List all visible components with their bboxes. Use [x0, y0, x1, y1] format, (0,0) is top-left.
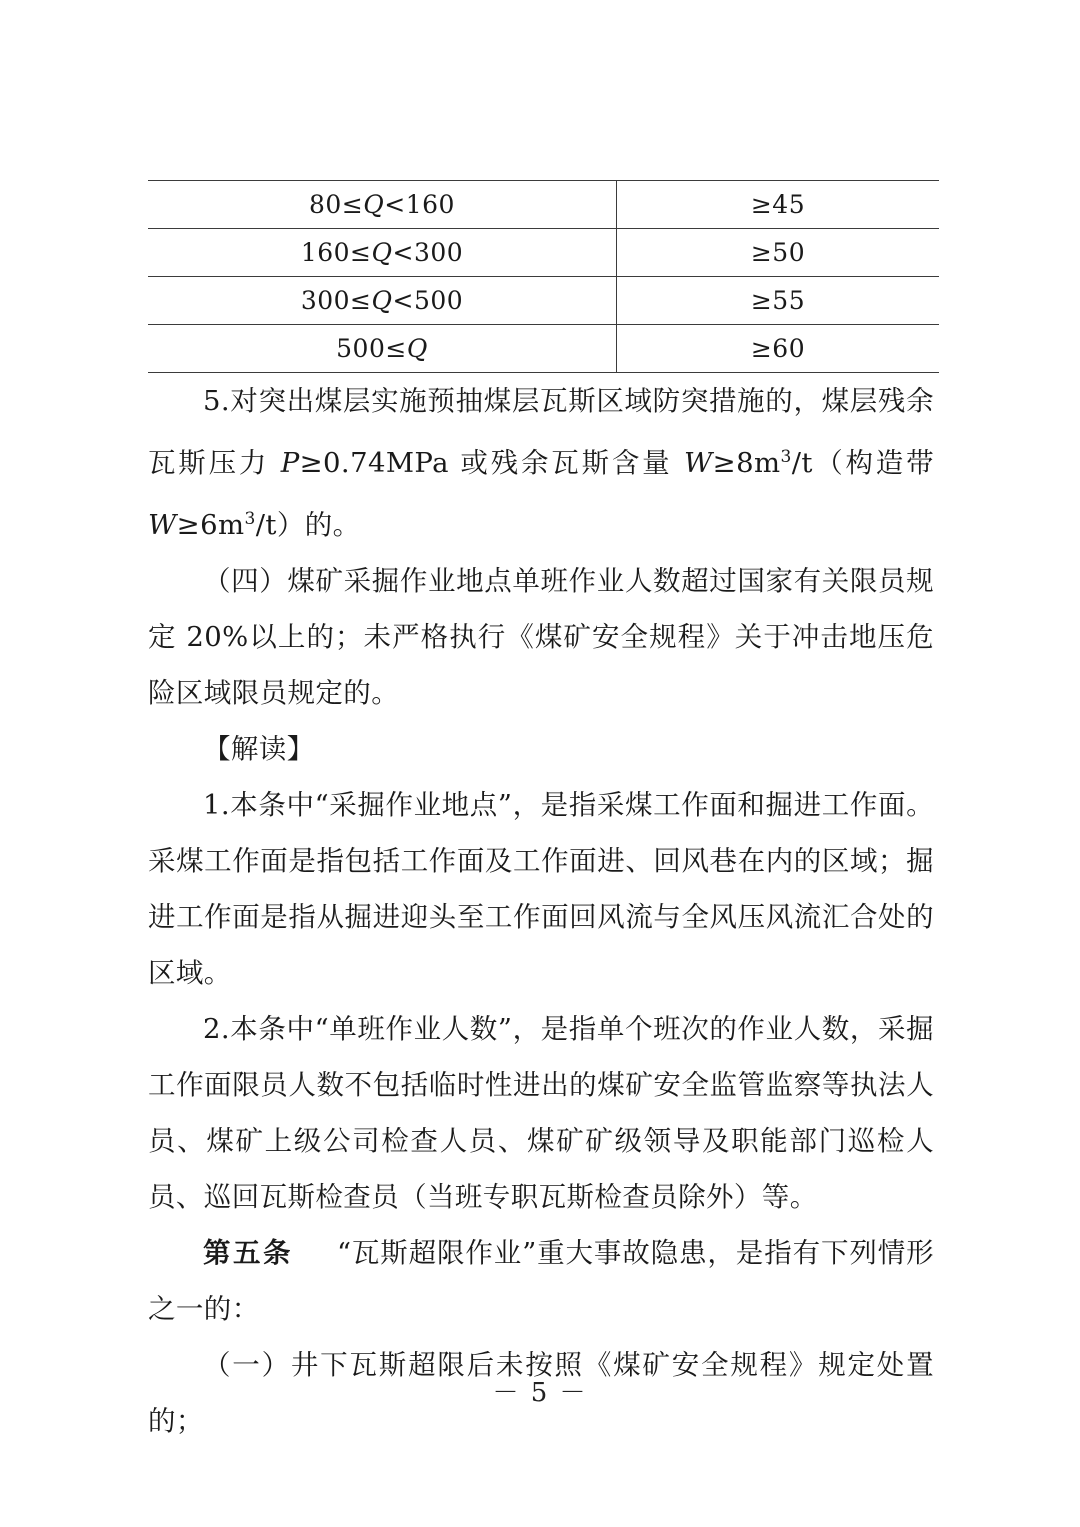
table-row	[148, 181, 939, 229]
table-cell-value: ≥60	[617, 325, 940, 373]
table-row	[148, 325, 939, 373]
paragraph-article-5	[148, 1225, 934, 1337]
table-cell-range: 500≤Q	[148, 325, 617, 373]
gas-parameter-table	[148, 180, 939, 373]
paragraph-interpretation-heading: 【解读】	[203, 733, 315, 766]
paragraph-item-5: 5.对突出煤层实施预抽煤层瓦斯区域防突措施的，煤层残余瓦斯压力 P≥0.74MPa 或残余瓦斯含量 $W\ge 8m^3/t$（构造带 $W\ge 6m^3/t$）的。	[148, 385, 934, 542]
page-number: － 5 －	[492, 1378, 588, 1408]
table-cell-value: ≥45	[617, 181, 940, 229]
paragraph-item-4: （四）煤矿采掘作业地点单班作业人数超过国家有关限员规定 20%以上的；未严格执行《煤矿安全规程》关于冲击地压危险区域限员规定的。	[148, 565, 934, 710]
table-row	[148, 229, 939, 277]
table-cell-range: 80≤Q<160	[148, 181, 617, 229]
paragraph-interpretation-2: 2.本条中“单班作业人数”，是指单个班次的作业人数，采掘工作面限员人数不包括临时性进出的煤矿安全监管监察等执法人员、煤矿上级公司检查人员、煤矿矿级领导及职能部门巡检人员、巡回瓦斯检查员（当班专职瓦斯检查员除外）等。	[148, 1013, 934, 1214]
page-content	[148, 180, 934, 1449]
table-cell-value: ≥50	[617, 229, 940, 277]
paragraph-interpretation-1: 1.本条中“采掘作业地点”，是指采煤工作面和掘进工作面。采煤工作面是指包括工作面及工作面进、回风巷在内的区域；掘进工作面是指从掘进迎头至工作面回风流与全风压风流汇合处的区域。	[148, 789, 934, 990]
paragraph-article-5-item-1: （一）井下瓦斯超限后未按照《煤矿安全规程》规定处置的；	[148, 1349, 934, 1438]
article-heading: 第五条	[203, 1237, 293, 1270]
table-cell-value: ≥55	[617, 277, 940, 325]
table-cell-range: 160≤Q<300	[148, 229, 617, 277]
table-row	[148, 277, 939, 325]
article-text: “瓦斯超限作业”重大事故隐患，是指有下列情形之一的：	[148, 1237, 934, 1326]
table-cell-range: 300≤Q<500	[148, 277, 617, 325]
